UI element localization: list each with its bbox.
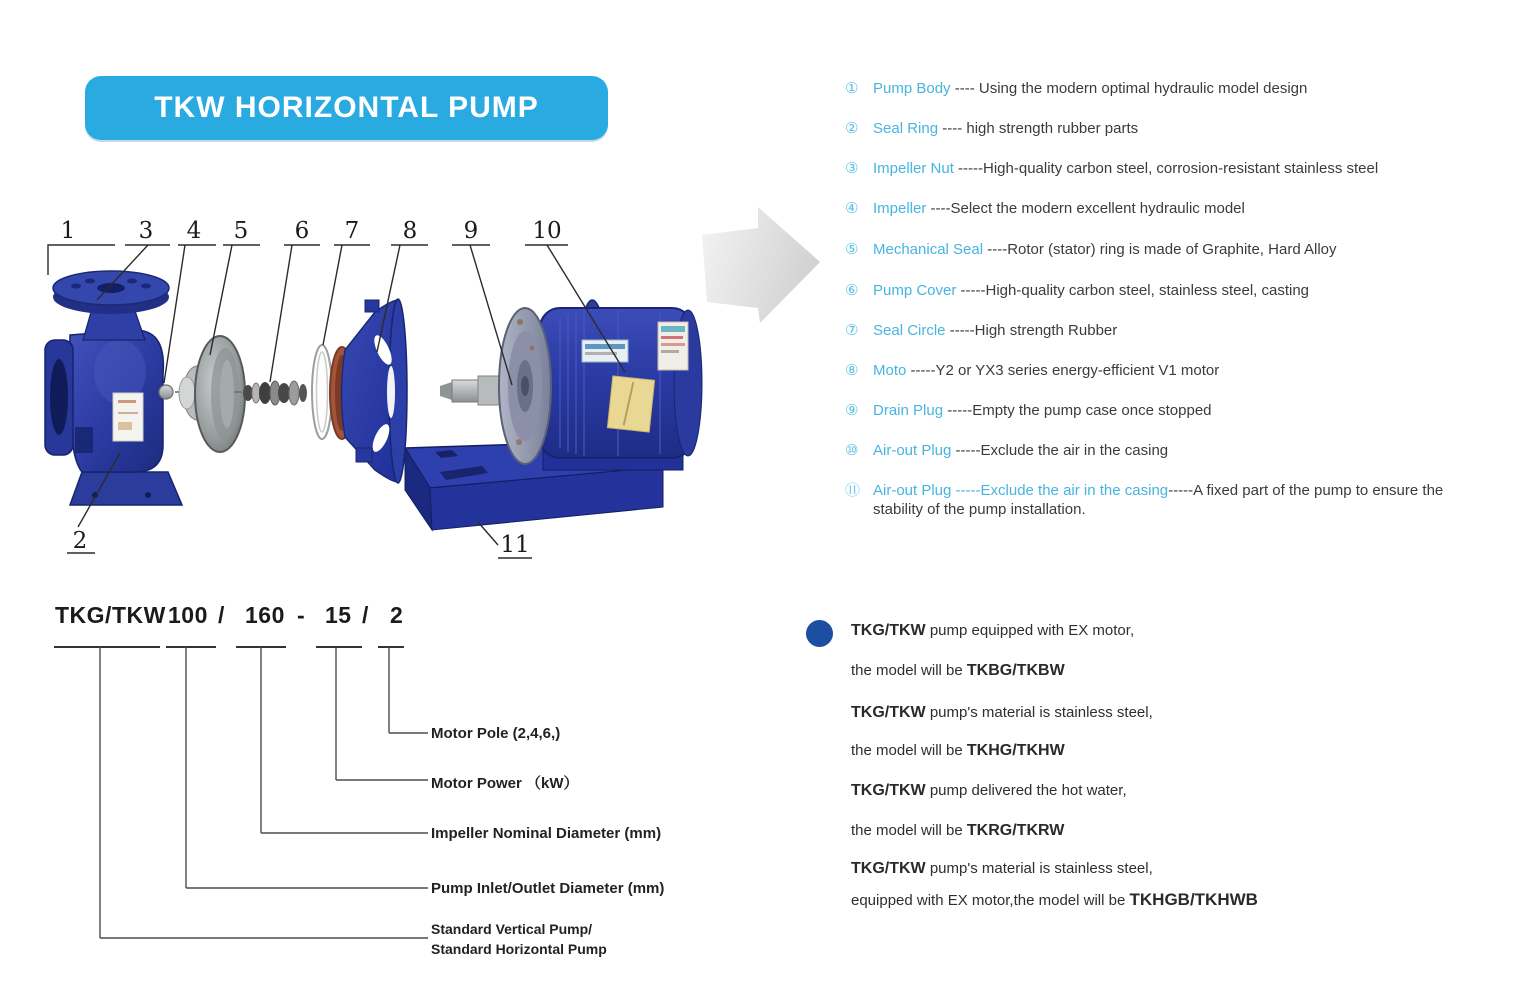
label-motor-power: Motor Power （kW） [431, 775, 579, 792]
pump-exploded-diagram [20, 200, 850, 590]
part-description: ---- Using the modern optimal hydraulic model design [950, 80, 1308, 97]
note-text: pump equipped with EX motor, [925, 622, 1135, 639]
part-number-badge: ⑥ [845, 281, 859, 299]
note-text: the model will be [851, 742, 967, 759]
part-name: Drain Plug [873, 402, 944, 419]
part-name: Impeller Nut [873, 160, 954, 177]
part-item-air-out-plug-2 [845, 481, 1473, 519]
note-line [851, 822, 1064, 840]
note-line [851, 860, 1153, 878]
part-item-seal-ring [845, 119, 1513, 138]
part-number-badge: ① [845, 79, 859, 97]
callout-3: 3 [138, 218, 154, 244]
model-seg-dash: - [297, 602, 306, 628]
model-seg-inlet: 100 [168, 602, 208, 628]
note-text: pump delivered the hot water, [925, 782, 1127, 799]
impeller-nut [159, 385, 181, 399]
callout-9: 9 [463, 218, 479, 244]
note-line [851, 742, 1065, 760]
model-seg-series: TKG/TKW [55, 602, 166, 628]
note-line [851, 662, 1065, 680]
part-name: Moto [873, 362, 907, 379]
part-name: Seal Circle [873, 322, 946, 339]
motor [499, 300, 702, 470]
part-description: ---- high strength rubber parts [938, 120, 1139, 137]
part-number-badge: ⑩ [845, 441, 859, 459]
note-series-code: TKG/TKW [851, 860, 926, 877]
part-description: -----Exclude the air in the casing [951, 442, 1169, 459]
part-number-badge: ③ [845, 159, 859, 177]
pump-cover [330, 299, 407, 483]
part-number-badge: ⑪ [845, 481, 861, 499]
parts-list [845, 79, 1510, 529]
part-item-impeller [845, 199, 1513, 218]
part-number-badge: ⑧ [845, 361, 859, 379]
label-impeller-diameter: Impeller Nominal Diameter (mm) [431, 825, 662, 842]
part-item-pump-body [845, 79, 1513, 98]
model-seg-pole: 2 [390, 602, 404, 628]
part-number-badge: ② [845, 119, 859, 137]
callout-5: 5 [233, 218, 249, 244]
note-text: pump's material is stainless steel, [925, 860, 1153, 877]
note-line [851, 782, 1127, 800]
part-number-badge: ⑤ [845, 240, 859, 258]
part-item-seal-circle [845, 321, 1513, 340]
label-motor-pole: Motor Pole (2,4,6,) [431, 725, 561, 742]
part-item-impeller-nut [845, 159, 1513, 178]
note-text: pump's material is stainless steel, [925, 704, 1153, 721]
model-seg-power: 15 [325, 602, 352, 628]
part-item-mechanical-seal [845, 240, 1513, 259]
note-text: the model will be [851, 822, 967, 839]
page-title: TKW HORIZONTAL PUMP [154, 91, 539, 124]
part-item-moto [845, 361, 1513, 380]
model-code-connector-lines [40, 641, 440, 971]
callout-8: 8 [402, 218, 418, 244]
label-standard-vertical: Standard Vertical Pump/ [431, 921, 593, 937]
callout-6: 6 [294, 218, 310, 244]
part-name: Impeller [873, 200, 927, 217]
direction-arrow-icon [702, 207, 820, 323]
part-item-air-out-plug [845, 441, 1513, 460]
part-name: Air-out Plug [873, 442, 952, 459]
part-number-badge: ⑨ [845, 401, 859, 419]
callout-4: 4 [186, 218, 202, 244]
note-text: the model will be [851, 662, 967, 679]
part-item-drain-plug [845, 401, 1513, 420]
note-model-code: TKHG/TKHW [966, 742, 1065, 759]
part-name: Mechanical Seal [873, 241, 984, 258]
note-line [851, 622, 1134, 640]
label-standard-horizontal: Standard Horizontal Pump [431, 941, 607, 957]
note-series-code: TKG/TKW [851, 782, 926, 799]
part-name: Pump Cover [873, 282, 957, 299]
model-seg-slash2: / [362, 602, 369, 628]
note-model-code: TKBG/TKBW [966, 662, 1065, 679]
part-name: Seal Ring [873, 120, 939, 137]
part-description: -----High-quality carbon steel, stainless steel, casting [956, 282, 1310, 299]
title-banner [85, 76, 608, 140]
note-line [851, 704, 1153, 722]
note-series-code: TKG/TKW [851, 622, 926, 639]
note-model-code: TKRG/TKRW [966, 822, 1065, 839]
callout-10: 10 [532, 218, 562, 244]
callout-1: 1 [60, 218, 76, 244]
note-series-code: TKG/TKW [851, 704, 926, 721]
part-item-pump-cover [845, 281, 1513, 300]
label-inlet-diameter: Pump Inlet/Outlet Diameter (mm) [431, 880, 665, 897]
part-description: -----A fixed part of the pump to ensure the stability of the pump installation. [873, 482, 1444, 518]
part-description: -----Empty the pump case once stopped [943, 402, 1212, 419]
callout-2: 2 [72, 528, 88, 554]
part-description: ----Select the modern excellent hydraulic model [926, 200, 1245, 217]
part-name: Pump Body [873, 80, 951, 97]
callout-7: 7 [344, 218, 360, 244]
part-name: Air-out Plug -----Exclude the air in the casing [873, 482, 1169, 499]
part-description: -----Y2 or YX3 series energy-efficient V1 motor [906, 362, 1220, 379]
impeller [179, 336, 245, 452]
part-description: -----High-quality carbon steel, corrosion-resistant stainless steel [953, 160, 1379, 177]
model-seg-impeller: 160 [245, 602, 285, 628]
note-text: equipped with EX motor,the model will be [851, 892, 1130, 909]
part-description: -----High strength Rubber [945, 322, 1118, 339]
seal-circle [312, 345, 332, 439]
part-number-badge: ④ [845, 199, 859, 217]
callout-11: 11 [500, 532, 530, 558]
note-line [851, 890, 1258, 910]
part-number-badge: ⑦ [845, 321, 859, 339]
bullet-icon [806, 620, 833, 647]
model-seg-slash1: / [218, 602, 225, 628]
part-description: ----Rotor (stator) ring is made of Graphite, Hard Alloy [983, 241, 1337, 258]
note-model-code: TKHGB/TKHWB [1129, 890, 1258, 909]
